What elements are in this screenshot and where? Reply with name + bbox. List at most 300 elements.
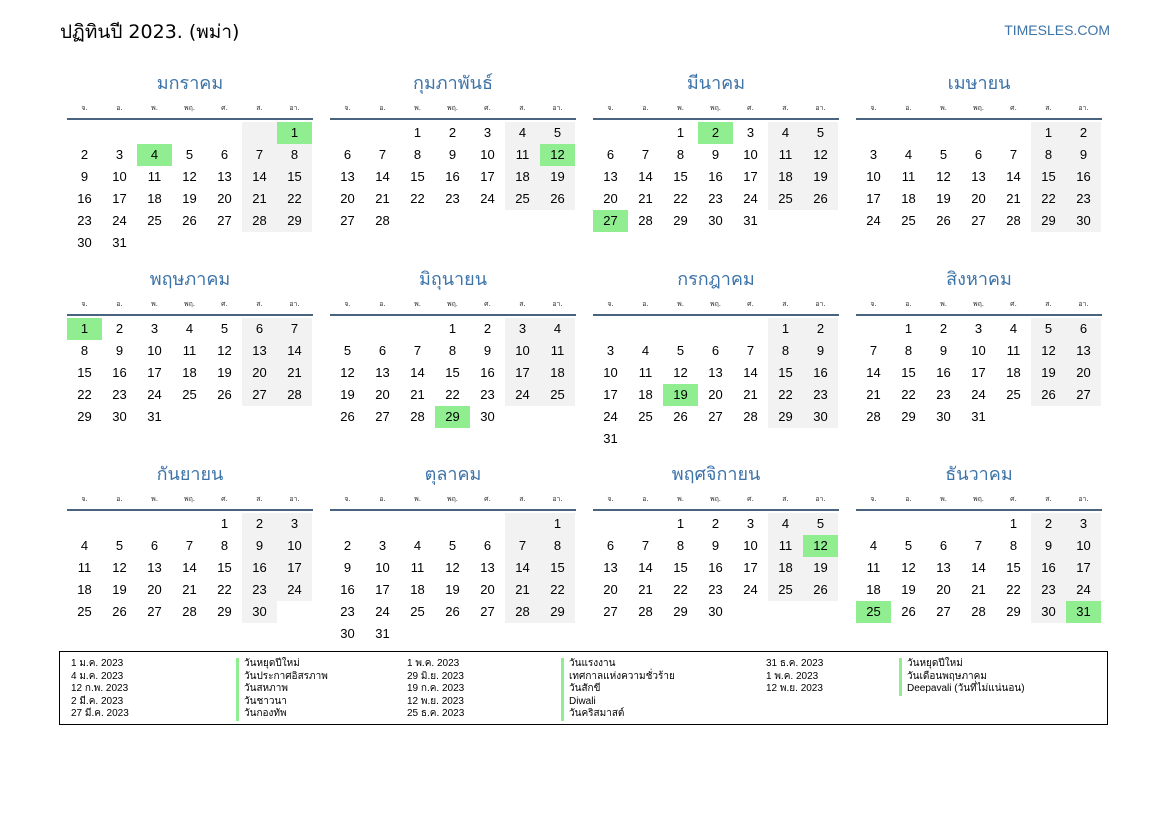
day-cell[interactable]: 29 — [277, 210, 312, 232]
day-cell[interactable]: 13 — [603, 560, 618, 575]
day-cell[interactable]: 29 — [1006, 604, 1021, 619]
day-cell[interactable]: 23 — [1066, 188, 1101, 210]
day-cell[interactable]: 7 — [185, 538, 194, 553]
day-cell[interactable]: 29 — [1031, 210, 1066, 232]
day-cell[interactable]: 13 — [1066, 340, 1101, 362]
day-cell[interactable]: 31 — [375, 626, 390, 641]
day-cell[interactable]: 19 — [217, 365, 232, 380]
day-cell[interactable]: 19 — [663, 384, 698, 406]
day-cell[interactable]: 8 — [904, 343, 913, 358]
day-cell[interactable]: 20 — [242, 362, 277, 384]
day-cell[interactable]: 21 — [410, 387, 425, 402]
day-cell[interactable]: 9 — [483, 343, 492, 358]
day-cell[interactable]: 24 — [743, 582, 758, 597]
day-cell[interactable]: 3 — [746, 125, 755, 140]
day-cell[interactable]: 18 — [866, 582, 881, 597]
day-cell[interactable]: 23 — [340, 604, 355, 619]
day-cell[interactable]: 15 — [1006, 560, 1021, 575]
day-cell[interactable]: 9 — [448, 147, 457, 162]
day-cell[interactable]: 11 — [866, 560, 881, 575]
day-cell[interactable]: 17 — [112, 191, 127, 206]
day-cell[interactable]: 20 — [480, 582, 495, 597]
day-cell[interactable]: 2 — [448, 125, 457, 140]
day-cell[interactable]: 30 — [1031, 601, 1066, 623]
day-cell[interactable]: 15 — [673, 169, 688, 184]
day-cell[interactable]: 25 — [147, 213, 162, 228]
day-cell[interactable]: 24 — [866, 213, 881, 228]
day-cell[interactable]: 24 — [480, 191, 495, 206]
day-cell[interactable]: 30 — [936, 409, 951, 424]
day-cell[interactable]: 14 — [1006, 169, 1021, 184]
day-cell[interactable]: 8 — [413, 147, 422, 162]
day-cell[interactable]: 9 — [80, 169, 89, 184]
day-cell[interactable]: 12 — [936, 169, 951, 184]
day-cell[interactable]: 2 — [1066, 122, 1101, 144]
day-cell[interactable]: 30 — [242, 601, 277, 623]
day-cell[interactable]: 19 — [803, 557, 838, 579]
day-cell[interactable]: 11 — [768, 144, 803, 166]
day-cell[interactable]: 27 — [217, 213, 232, 228]
day-cell[interactable]: 27 — [147, 604, 162, 619]
day-cell[interactable]: 21 — [277, 362, 312, 384]
day-cell[interactable]: 18 — [768, 166, 803, 188]
day-cell[interactable]: 20 — [603, 191, 618, 206]
day-cell[interactable]: 24 — [1066, 579, 1101, 601]
day-cell[interactable]: 13 — [708, 365, 723, 380]
day-cell[interactable]: 1 — [768, 318, 803, 340]
day-cell[interactable]: 23 — [708, 582, 723, 597]
day-cell[interactable]: 17 — [277, 557, 312, 579]
day-cell[interactable]: 22 — [217, 582, 232, 597]
day-cell[interactable]: 18 — [77, 582, 92, 597]
day-cell[interactable]: 6 — [483, 538, 492, 553]
day-cell[interactable]: 27 — [603, 604, 618, 619]
day-cell[interactable]: 1 — [540, 513, 575, 535]
day-cell[interactable]: 4 — [768, 122, 803, 144]
day-cell[interactable]: 5 — [448, 538, 457, 553]
day-cell[interactable]: 21 — [1006, 191, 1021, 206]
day-cell[interactable]: 27 — [936, 604, 951, 619]
day-cell[interactable]: 24 — [112, 213, 127, 228]
day-cell[interactable]: 29 — [77, 409, 92, 424]
day-cell[interactable]: 12 — [182, 169, 197, 184]
day-cell[interactable]: 10 — [112, 169, 127, 184]
day-cell[interactable]: 4 — [1009, 321, 1018, 336]
day-cell[interactable]: 11 — [147, 169, 162, 184]
day-cell[interactable]: 10 — [147, 343, 162, 358]
day-cell[interactable]: 6 — [242, 318, 277, 340]
day-cell[interactable]: 3 — [483, 125, 492, 140]
day-cell[interactable]: 19 — [445, 582, 460, 597]
day-cell[interactable]: 3 — [1066, 513, 1101, 535]
day-cell[interactable]: 10 — [1066, 535, 1101, 557]
day-cell[interactable]: 4 — [137, 144, 172, 166]
day-cell[interactable]: 15 — [445, 365, 460, 380]
day-cell[interactable]: 4 — [869, 538, 878, 553]
day-cell[interactable]: 29 — [217, 604, 232, 619]
day-cell[interactable]: 13 — [480, 560, 495, 575]
day-cell[interactable]: 19 — [901, 582, 916, 597]
day-cell[interactable]: 20 — [375, 387, 390, 402]
day-cell[interactable]: 17 — [375, 582, 390, 597]
day-cell[interactable]: 12 — [217, 343, 232, 358]
day-cell[interactable]: 28 — [182, 604, 197, 619]
day-cell[interactable]: 18 — [540, 362, 575, 384]
day-cell[interactable]: 16 — [708, 169, 723, 184]
day-cell[interactable]: 9 — [1031, 535, 1066, 557]
day-cell[interactable]: 28 — [242, 210, 277, 232]
day-cell[interactable]: 21 — [375, 191, 390, 206]
day-cell[interactable]: 23 — [445, 191, 460, 206]
day-cell[interactable]: 20 — [340, 191, 355, 206]
day-cell[interactable]: 22 — [540, 579, 575, 601]
day-cell[interactable]: 26 — [1031, 384, 1066, 406]
day-cell[interactable]: 14 — [277, 340, 312, 362]
day-cell[interactable]: 4 — [768, 513, 803, 535]
day-cell[interactable]: 11 — [410, 560, 425, 575]
day-cell[interactable]: 25 — [410, 604, 425, 619]
day-cell[interactable]: 6 — [343, 147, 352, 162]
day-cell[interactable]: 25 — [856, 601, 891, 623]
day-cell[interactable]: 24 — [603, 409, 618, 424]
day-cell[interactable]: 17 — [743, 560, 758, 575]
day-cell[interactable]: 13 — [603, 169, 618, 184]
day-cell[interactable]: 7 — [641, 538, 650, 553]
day-cell[interactable]: 18 — [147, 191, 162, 206]
day-cell[interactable]: 2 — [80, 147, 89, 162]
day-cell[interactable]: 16 — [803, 362, 838, 384]
day-cell[interactable]: 3 — [606, 343, 615, 358]
day-cell[interactable]: 26 — [540, 188, 575, 210]
day-cell[interactable]: 10 — [603, 365, 618, 380]
day-cell[interactable]: 17 — [971, 365, 986, 380]
day-cell[interactable]: 15 — [277, 166, 312, 188]
day-cell[interactable]: 31 — [603, 431, 618, 446]
day-cell[interactable]: 24 — [375, 604, 390, 619]
day-cell[interactable]: 20 — [147, 582, 162, 597]
day-cell[interactable]: 30 — [340, 626, 355, 641]
day-cell[interactable]: 3 — [869, 147, 878, 162]
day-cell[interactable]: 4 — [185, 321, 194, 336]
day-cell[interactable]: 8 — [80, 343, 89, 358]
day-cell[interactable]: 24 — [743, 191, 758, 206]
day-cell[interactable]: 11 — [768, 535, 803, 557]
day-cell[interactable]: 16 — [1031, 557, 1066, 579]
day-cell[interactable]: 31 — [971, 409, 986, 424]
day-cell[interactable]: 15 — [1031, 166, 1066, 188]
day-cell[interactable]: 7 — [641, 147, 650, 162]
day-cell[interactable]: 3 — [115, 147, 124, 162]
day-cell[interactable]: 22 — [77, 387, 92, 402]
day-cell[interactable]: 14 — [242, 166, 277, 188]
day-cell[interactable]: 7 — [413, 343, 422, 358]
day-cell[interactable]: 24 — [505, 384, 540, 406]
day-cell[interactable]: 27 — [242, 384, 277, 406]
day-cell[interactable]: 9 — [115, 343, 124, 358]
day-cell[interactable]: 22 — [768, 384, 803, 406]
day-cell[interactable]: 7 — [277, 318, 312, 340]
day-cell[interactable]: 15 — [768, 362, 803, 384]
day-cell[interactable]: 29 — [901, 409, 916, 424]
day-cell[interactable]: 14 — [182, 560, 197, 575]
day-cell[interactable]: 11 — [638, 365, 653, 380]
day-cell[interactable]: 12 — [112, 560, 127, 575]
day-cell[interactable]: 29 — [768, 406, 803, 428]
day-cell[interactable]: 20 — [217, 191, 232, 206]
day-cell[interactable]: 4 — [505, 122, 540, 144]
day-cell[interactable]: 14 — [743, 365, 758, 380]
day-cell[interactable]: 19 — [540, 166, 575, 188]
day-cell[interactable]: 5 — [1031, 318, 1066, 340]
day-cell[interactable]: 1 — [676, 516, 685, 531]
day-cell[interactable]: 12 — [673, 365, 688, 380]
day-cell[interactable]: 10 — [866, 169, 881, 184]
day-cell[interactable]: 18 — [638, 387, 653, 402]
day-cell[interactable]: 5 — [343, 343, 352, 358]
day-cell[interactable]: 8 — [676, 538, 685, 553]
day-cell[interactable]: 30 — [112, 409, 127, 424]
day-cell[interactable]: 27 — [375, 409, 390, 424]
day-cell[interactable]: 28 — [375, 213, 390, 228]
day-cell[interactable]: 7 — [746, 343, 755, 358]
day-cell[interactable]: 14 — [638, 169, 653, 184]
day-cell[interactable]: 29 — [673, 213, 688, 228]
day-cell[interactable]: 10 — [971, 343, 986, 358]
day-cell[interactable]: 12 — [803, 144, 838, 166]
day-cell[interactable]: 7 — [1009, 147, 1018, 162]
day-cell[interactable]: 2 — [115, 321, 124, 336]
day-cell[interactable]: 26 — [340, 409, 355, 424]
day-cell[interactable]: 24 — [971, 387, 986, 402]
day-cell[interactable]: 11 — [182, 343, 197, 358]
day-cell[interactable]: 23 — [1031, 579, 1066, 601]
day-cell[interactable]: 9 — [242, 535, 277, 557]
day-cell[interactable]: 7 — [869, 343, 878, 358]
day-cell[interactable]: 9 — [1066, 144, 1101, 166]
day-cell[interactable]: 24 — [147, 387, 162, 402]
day-cell[interactable]: 13 — [936, 560, 951, 575]
day-cell[interactable]: 30 — [1066, 210, 1101, 232]
day-cell[interactable]: 24 — [277, 579, 312, 601]
day-cell[interactable]: 27 — [593, 210, 628, 232]
day-cell[interactable]: 26 — [445, 604, 460, 619]
day-cell[interactable]: 9 — [803, 340, 838, 362]
day-cell[interactable]: 3 — [150, 321, 159, 336]
day-cell[interactable]: 28 — [866, 409, 881, 424]
day-cell[interactable]: 31 — [1066, 601, 1101, 623]
day-cell[interactable]: 8 — [1031, 144, 1066, 166]
day-cell[interactable]: 4 — [904, 147, 913, 162]
day-cell[interactable]: 1 — [67, 318, 102, 340]
day-cell[interactable]: 18 — [505, 166, 540, 188]
day-cell[interactable]: 17 — [743, 169, 758, 184]
day-cell[interactable]: 19 — [936, 191, 951, 206]
day-cell[interactable]: 21 — [971, 582, 986, 597]
day-cell[interactable]: 23 — [112, 387, 127, 402]
day-cell[interactable]: 15 — [673, 560, 688, 575]
day-cell[interactable]: 8 — [277, 144, 312, 166]
day-cell[interactable]: 19 — [112, 582, 127, 597]
day-cell[interactable]: 16 — [708, 560, 723, 575]
day-cell[interactable]: 23 — [480, 387, 495, 402]
day-cell[interactable]: 22 — [673, 582, 688, 597]
day-cell[interactable]: 12 — [901, 560, 916, 575]
day-cell[interactable]: 16 — [480, 365, 495, 380]
day-cell[interactable]: 5 — [803, 513, 838, 535]
day-cell[interactable]: 14 — [410, 365, 425, 380]
day-cell[interactable]: 17 — [505, 362, 540, 384]
day-cell[interactable]: 11 — [1006, 343, 1021, 358]
day-cell[interactable]: 1 — [904, 321, 913, 336]
day-cell[interactable]: 7 — [242, 144, 277, 166]
day-cell[interactable]: 26 — [217, 387, 232, 402]
day-cell[interactable]: 13 — [147, 560, 162, 575]
day-cell[interactable]: 21 — [638, 582, 653, 597]
day-cell[interactable]: 1 — [1031, 122, 1066, 144]
day-cell[interactable]: 19 — [340, 387, 355, 402]
day-cell[interactable]: 12 — [445, 560, 460, 575]
day-cell[interactable]: 25 — [505, 188, 540, 210]
day-cell[interactable]: 30 — [708, 604, 723, 619]
day-cell[interactable]: 25 — [540, 384, 575, 406]
day-cell[interactable]: 30 — [708, 213, 723, 228]
day-cell[interactable]: 5 — [185, 147, 194, 162]
day-cell[interactable]: 27 — [480, 604, 495, 619]
day-cell[interactable]: 5 — [540, 122, 575, 144]
day-cell[interactable]: 9 — [343, 560, 352, 575]
day-cell[interactable]: 17 — [603, 387, 618, 402]
day-cell[interactable]: 8 — [676, 147, 685, 162]
day-cell[interactable]: 1 — [220, 516, 229, 531]
day-cell[interactable]: 10 — [743, 147, 758, 162]
day-cell[interactable]: 13 — [375, 365, 390, 380]
day-cell[interactable]: 2 — [698, 122, 733, 144]
day-cell[interactable]: 10 — [505, 340, 540, 362]
day-cell[interactable]: 5 — [115, 538, 124, 553]
day-cell[interactable]: 20 — [603, 582, 618, 597]
day-cell[interactable]: 3 — [974, 321, 983, 336]
day-cell[interactable]: 6 — [150, 538, 159, 553]
day-cell[interactable]: 18 — [901, 191, 916, 206]
day-cell[interactable]: 30 — [77, 235, 92, 250]
day-cell[interactable]: 25 — [768, 188, 803, 210]
day-cell[interactable]: 3 — [505, 318, 540, 340]
day-cell[interactable]: 26 — [901, 604, 916, 619]
day-cell[interactable]: 28 — [1006, 213, 1021, 228]
day-cell[interactable]: 30 — [803, 406, 838, 428]
day-cell[interactable]: 15 — [901, 365, 916, 380]
day-cell[interactable]: 13 — [217, 169, 232, 184]
day-cell[interactable]: 16 — [445, 169, 460, 184]
day-cell[interactable]: 29 — [673, 604, 688, 619]
day-cell[interactable]: 26 — [182, 213, 197, 228]
day-cell[interactable]: 5 — [803, 122, 838, 144]
day-cell[interactable]: 14 — [375, 169, 390, 184]
day-cell[interactable]: 9 — [939, 343, 948, 358]
day-cell[interactable]: 5 — [939, 147, 948, 162]
day-cell[interactable]: 19 — [182, 191, 197, 206]
day-cell[interactable]: 26 — [112, 604, 127, 619]
day-cell[interactable]: 17 — [1066, 557, 1101, 579]
day-cell[interactable]: 20 — [708, 387, 723, 402]
day-cell[interactable]: 21 — [242, 188, 277, 210]
day-cell[interactable]: 28 — [638, 213, 653, 228]
day-cell[interactable]: 27 — [340, 213, 355, 228]
day-cell[interactable]: 5 — [904, 538, 913, 553]
day-cell[interactable]: 26 — [803, 188, 838, 210]
day-cell[interactable]: 21 — [866, 387, 881, 402]
day-cell[interactable]: 21 — [182, 582, 197, 597]
day-cell[interactable]: 2 — [483, 321, 492, 336]
day-cell[interactable]: 4 — [80, 538, 89, 553]
day-cell[interactable]: 10 — [375, 560, 390, 575]
day-cell[interactable]: 8 — [540, 535, 575, 557]
day-cell[interactable]: 3 — [277, 513, 312, 535]
day-cell[interactable]: 11 — [505, 144, 540, 166]
day-cell[interactable]: 17 — [866, 191, 881, 206]
day-cell[interactable]: 27 — [971, 213, 986, 228]
day-cell[interactable]: 21 — [638, 191, 653, 206]
day-cell[interactable]: 8 — [448, 343, 457, 358]
day-cell[interactable]: 6 — [939, 538, 948, 553]
day-cell[interactable]: 29 — [540, 601, 575, 623]
day-cell[interactable]: 23 — [936, 387, 951, 402]
day-cell[interactable]: 25 — [901, 213, 916, 228]
day-cell[interactable]: 3 — [746, 516, 755, 531]
day-cell[interactable]: 2 — [711, 516, 720, 531]
day-cell[interactable]: 19 — [1031, 362, 1066, 384]
day-cell[interactable]: 6 — [606, 538, 615, 553]
day-cell[interactable]: 18 — [182, 365, 197, 380]
day-cell[interactable]: 8 — [768, 340, 803, 362]
day-cell[interactable]: 22 — [1031, 188, 1066, 210]
day-cell[interactable]: 10 — [277, 535, 312, 557]
day-cell[interactable]: 2 — [803, 318, 838, 340]
day-cell[interactable]: 11 — [901, 169, 916, 184]
day-cell[interactable]: 30 — [480, 409, 495, 424]
day-cell[interactable]: 31 — [743, 213, 758, 228]
day-cell[interactable]: 16 — [340, 582, 355, 597]
day-cell[interactable]: 14 — [866, 365, 881, 380]
day-cell[interactable]: 23 — [708, 191, 723, 206]
day-cell[interactable]: 12 — [1031, 340, 1066, 362]
day-cell[interactable]: 22 — [673, 191, 688, 206]
day-cell[interactable]: 23 — [803, 384, 838, 406]
day-cell[interactable]: 4 — [641, 343, 650, 358]
day-cell[interactable]: 26 — [803, 579, 838, 601]
day-cell[interactable]: 7 — [974, 538, 983, 553]
day-cell[interactable]: 10 — [743, 538, 758, 553]
day-cell[interactable]: 3 — [378, 538, 387, 553]
day-cell[interactable]: 12 — [540, 144, 575, 166]
day-cell[interactable]: 23 — [242, 579, 277, 601]
day-cell[interactable]: 18 — [1006, 365, 1021, 380]
day-cell[interactable]: 5 — [220, 321, 229, 336]
day-cell[interactable]: 28 — [410, 409, 425, 424]
day-cell[interactable]: 20 — [936, 582, 951, 597]
day-cell[interactable]: 22 — [445, 387, 460, 402]
day-cell[interactable]: 23 — [77, 213, 92, 228]
day-cell[interactable]: 2 — [1031, 513, 1066, 535]
day-cell[interactable]: 9 — [711, 147, 720, 162]
day-cell[interactable]: 26 — [673, 409, 688, 424]
day-cell[interactable]: 11 — [540, 340, 575, 362]
day-cell[interactable]: 25 — [768, 579, 803, 601]
day-cell[interactable]: 14 — [505, 557, 540, 579]
day-cell[interactable]: 9 — [711, 538, 720, 553]
day-cell[interactable]: 27 — [708, 409, 723, 424]
day-cell[interactable]: 8 — [1009, 538, 1018, 553]
